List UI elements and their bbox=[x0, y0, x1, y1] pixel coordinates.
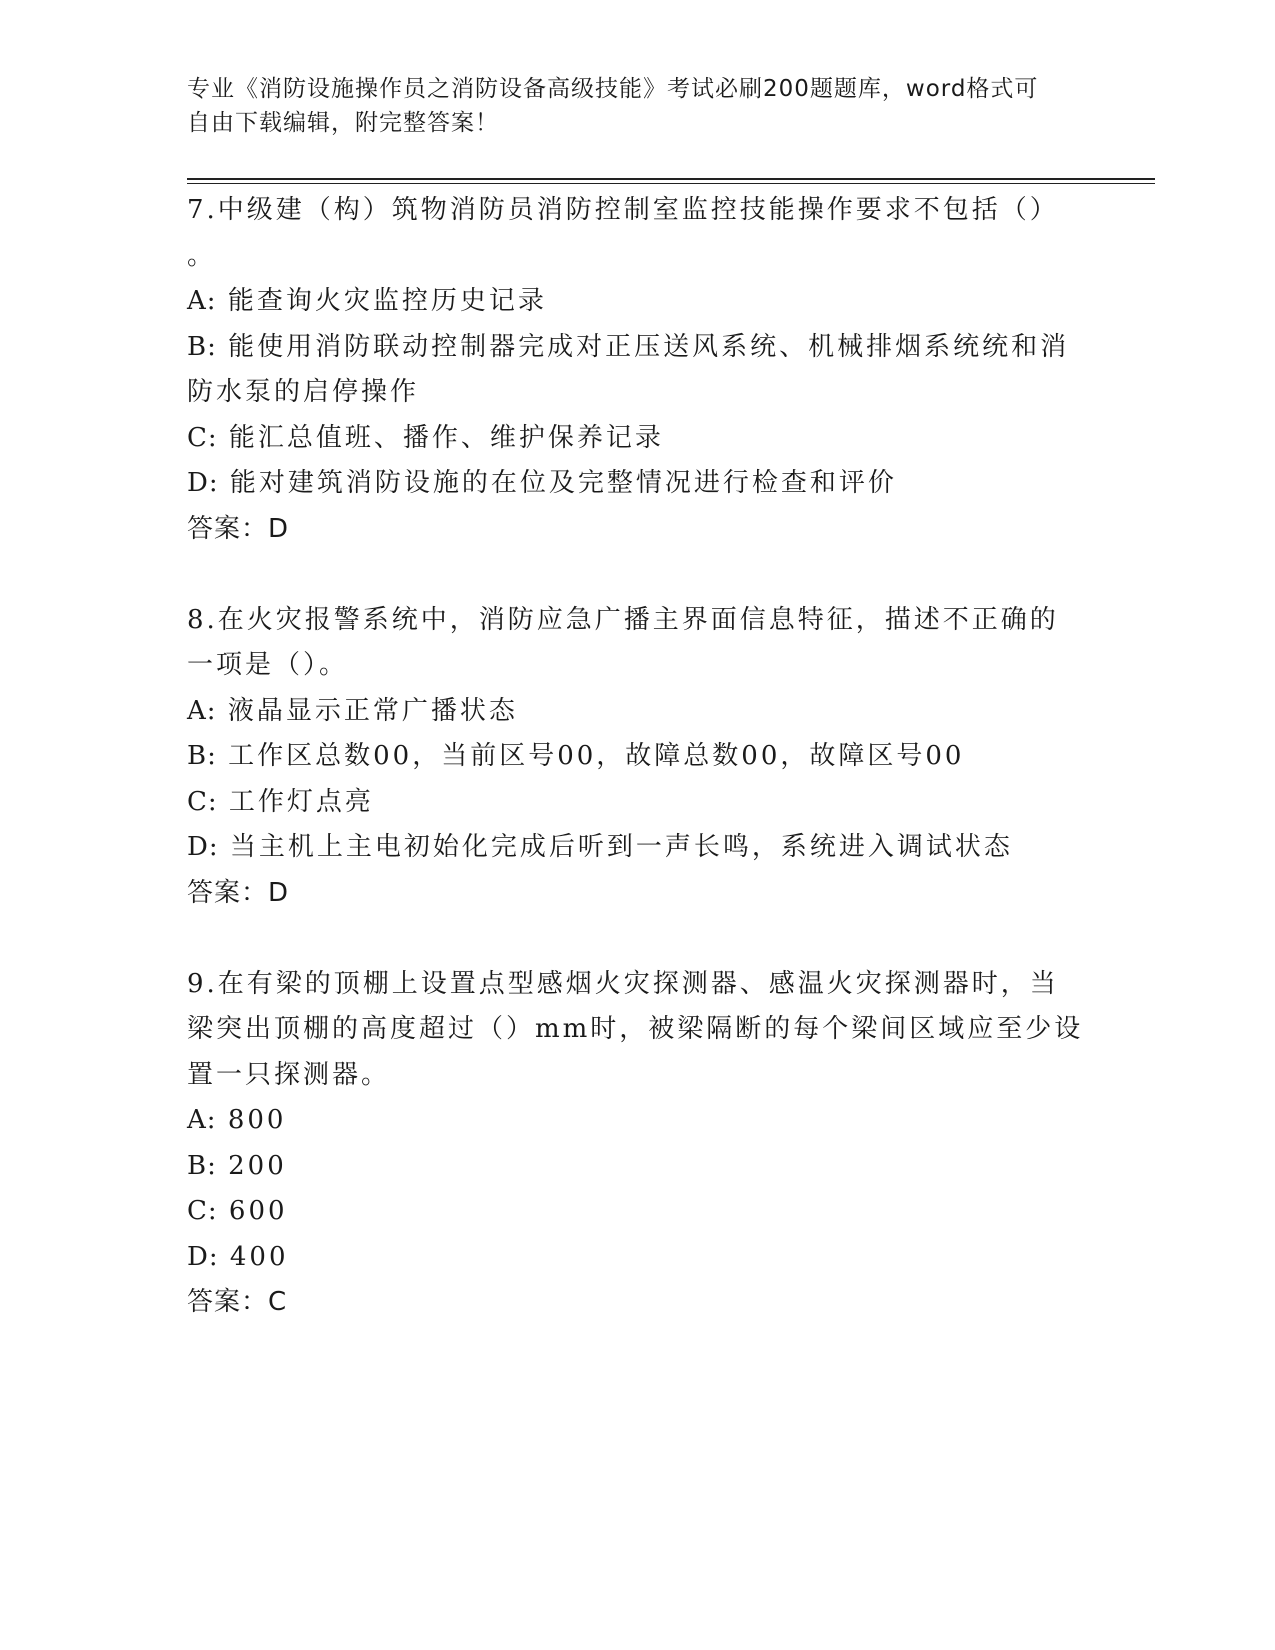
question-text-line: 置一只探测器。 bbox=[187, 1059, 391, 1090]
answer: 答案：D bbox=[187, 513, 290, 544]
question-text-line: 7.中级建（构）筑物消防员消防控制室监控技能操作要求不包括（） bbox=[187, 195, 1059, 225]
option-a: A: 800 bbox=[187, 1105, 287, 1135]
question-text-line: 9.在有梁的顶棚上设置点型感烟火灾探测器、感温火灾探测器时，当 bbox=[187, 968, 1059, 999]
question-8 bbox=[187, 598, 1087, 916]
option-a: A: 液晶显示正常广播状态 bbox=[187, 695, 518, 726]
option-c: C: 600 bbox=[187, 1196, 288, 1226]
question-7 bbox=[187, 188, 1087, 552]
answer: 答案：C bbox=[187, 1287, 288, 1317]
question-text-line: 梁突出顶棚的高度超过（）mm时，被梁隔断的每个梁间区域应至少设 bbox=[187, 1014, 1084, 1044]
header-line-2: 自由下载编辑，附完整答案！ bbox=[187, 110, 499, 136]
option-c: C: 工作灯点亮 bbox=[187, 786, 374, 817]
question-text-line: 一项是（）。 bbox=[187, 650, 349, 680]
option-a: A: 能查询火灾监控历史记录 bbox=[187, 286, 547, 316]
option-d: D: 能对建筑消防设施的在位及完整情况进行检查和评价 bbox=[187, 468, 897, 498]
header-line-1: 专业《消防设施操作员之消防设备高级技能》考试必刷200题题库，word格式可 bbox=[187, 76, 1039, 102]
header-divider-thin bbox=[187, 183, 1155, 184]
question-list bbox=[187, 188, 1087, 1371]
option-b-continued: 防水泵的启停操作 bbox=[187, 377, 420, 407]
option-c: C: 能汇总值班、播作、维护保养记录 bbox=[187, 422, 664, 453]
question-text-line: 。 bbox=[187, 240, 217, 271]
answer: 答案：D bbox=[187, 877, 290, 908]
question-text-line: 8.在火灾报警系统中，消防应急广播主界面信息特征，描述不正确的 bbox=[187, 604, 1059, 635]
option-d: D: 当主机上主电初始化完成后听到一声长鸣，系统进入调试状态 bbox=[187, 832, 1013, 862]
document-header bbox=[187, 72, 1067, 140]
question-9 bbox=[187, 962, 1087, 1326]
header-divider bbox=[187, 178, 1155, 180]
option-b: B: 能使用消防联动控制器完成对正压送风系统、机械排烟系统统和消 bbox=[187, 331, 1070, 362]
option-b: B: 200 bbox=[187, 1150, 287, 1181]
option-d: D: 400 bbox=[187, 1241, 289, 1272]
option-b: B: 工作区总数00，当前区号00，故障总数00，故障区号00 bbox=[187, 741, 965, 771]
